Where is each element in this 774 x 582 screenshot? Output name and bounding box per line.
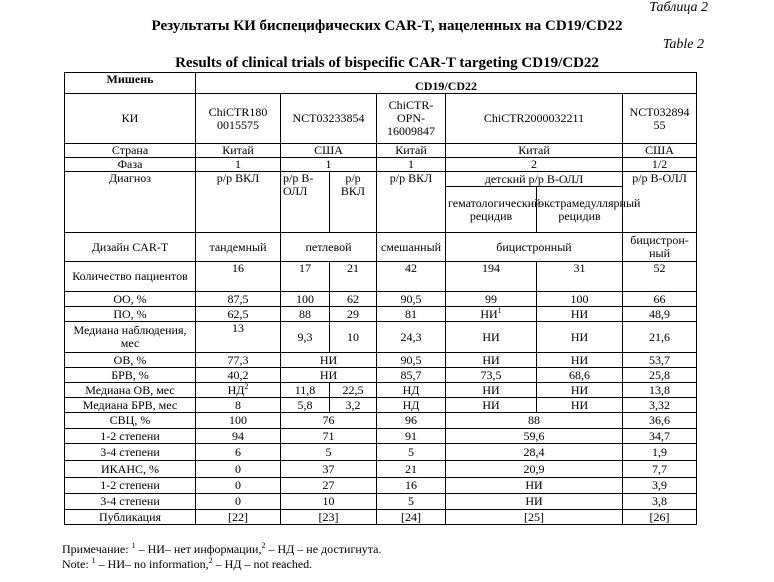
value-cell: 0 [196, 494, 281, 510]
value-cell: 34,7 [623, 429, 697, 444]
value-cell: 20,9 [446, 461, 623, 478]
value-cell: 3,9 [623, 478, 697, 494]
value-cell: НИ [537, 322, 623, 353]
value-cell: 5,8 [281, 398, 330, 413]
value-cell: НИ [446, 494, 623, 510]
value-cell: НИ [281, 353, 377, 368]
table-row [65, 510, 697, 525]
value-cell: 59,6 [446, 429, 623, 444]
diagnosis-cell: р/р В-ОЛЛ [281, 172, 330, 233]
design-cell: бицистронный [446, 233, 623, 262]
os-label: ОВ, % [65, 353, 196, 368]
value-cell: 40,2 [196, 368, 281, 383]
median-followup-label: Медиана наблюдения, мес [65, 322, 196, 353]
value-cell: 52 [623, 262, 697, 292]
value-cell: 99 [446, 292, 537, 307]
value-cell: 88 [446, 413, 623, 429]
value-text: НД [227, 382, 245, 397]
table-row [65, 233, 697, 262]
footnote-marker: 2 [261, 541, 266, 550]
icans-grade34-label: 3-4 степени [65, 494, 196, 510]
value-cell: 5 [281, 444, 377, 461]
table-row [65, 94, 697, 144]
phase-cell: 1 [377, 158, 446, 172]
table-row [65, 383, 697, 398]
trial-id: NCT03233854 [281, 94, 377, 144]
trial-id: ChiCTR2000032211 [446, 94, 623, 144]
value-cell: 87,5 [196, 292, 281, 307]
value-cell: 7,7 [623, 461, 697, 478]
trial-id: ChiCTR-OPN-16009847 [377, 94, 446, 144]
value-cell: 9,3 [281, 322, 330, 353]
value-cell: 6 [196, 444, 281, 461]
value-cell: 90,5 [377, 353, 446, 368]
trial-label: КИ [65, 94, 196, 144]
table-row [65, 444, 697, 461]
reference-cell: [25] [446, 510, 623, 525]
footnote-marker: 1 [91, 556, 96, 565]
footnote-marker: 2 [208, 556, 213, 565]
note-ru [62, 542, 382, 556]
value-cell: 21 [377, 461, 446, 478]
value-cell: 21,6 [623, 322, 697, 353]
value-cell: 42 [377, 262, 446, 292]
publication-label: Публикация [65, 510, 196, 525]
pr-label: ПО, % [65, 307, 196, 322]
value-cell: 0 [196, 461, 281, 478]
phase-cell: 2 [446, 158, 623, 172]
table-row [65, 398, 697, 413]
value-cell: 0 [196, 478, 281, 494]
diagnosis-subcell: экстрамедуллярный рецидив [537, 187, 623, 233]
value-cell: 3,32 [623, 398, 697, 413]
table-row [65, 368, 697, 383]
value-cell: 85,7 [377, 368, 446, 383]
table-row [65, 322, 697, 353]
value-cell: 13,8 [623, 383, 697, 398]
value-cell: НД [377, 383, 446, 398]
design-label: Дизайн CAR-T [65, 233, 196, 262]
country-cell: Китай [196, 144, 281, 158]
note-en-text1: – НИ– no information, [95, 557, 209, 571]
diagnosis-label: Диагноз [65, 172, 196, 233]
diagnosis-cell: р/р ВКЛ [330, 172, 377, 233]
diagnosis-cell: р/р В-ОЛЛ [623, 172, 697, 233]
trial-id: ChiCTR180 0015575 [196, 94, 281, 144]
table-tag-ru: Таблица 2 [649, 0, 708, 15]
reference-cell: [26] [623, 510, 697, 525]
value-cell [446, 307, 537, 322]
table-row [65, 413, 697, 429]
value-cell: 90,5 [377, 292, 446, 307]
note-ru-prefix: Примечание: [62, 542, 132, 556]
icans-grade12-label: 1-2 степени [65, 478, 196, 494]
trial-id: NCT032894 55 [623, 94, 697, 144]
value-cell: 36,6 [623, 413, 697, 429]
design-cell: смешанный [377, 233, 446, 262]
note-en [62, 557, 312, 571]
value-cell: 48,9 [623, 307, 697, 322]
value-cell: 24,3 [377, 322, 446, 353]
footnote-marker: 1 [131, 541, 136, 550]
value-cell: НИ [537, 383, 623, 398]
value-cell: 73,5 [446, 368, 537, 383]
value-cell: 11,8 [281, 383, 330, 398]
value-cell: 91 [377, 429, 446, 444]
diagnosis-cell: детский р/р В-ОЛЛ [446, 172, 623, 187]
design-cell: бицистрон-ный [623, 233, 697, 262]
table-row [65, 158, 697, 172]
table-row [65, 73, 697, 94]
or-label: ОО, % [65, 292, 196, 307]
value-cell: 1,9 [623, 444, 697, 461]
value-cell: 68,6 [537, 368, 623, 383]
table-row [65, 292, 697, 307]
value-text: НИ [480, 306, 498, 321]
value-cell: 76 [281, 413, 377, 429]
table-row [65, 262, 697, 292]
value-cell: 71 [281, 429, 377, 444]
value-cell: 28,4 [446, 444, 623, 461]
reference-cell: [23] [281, 510, 377, 525]
value-cell: 62,5 [196, 307, 281, 322]
design-cell: петлевой [281, 233, 377, 262]
country-cell: Китай [446, 144, 623, 158]
value-cell: НИ [446, 478, 623, 494]
table-title-en: Results of clinical trials of bispecific CAR-T targeting CD19/CD22 [175, 55, 599, 71]
footnote-marker: 2 [244, 381, 249, 391]
value-cell: 100 [281, 292, 330, 307]
value-cell: НИ [537, 398, 623, 413]
value-cell [196, 383, 281, 398]
country-cell: Китай [377, 144, 446, 158]
value-cell: НИ [446, 322, 537, 353]
value-cell: 21 [330, 262, 377, 292]
note-en-prefix: Note: [62, 557, 92, 571]
country-cell: США [281, 144, 377, 158]
diagnosis-cell: р/р ВКЛ [377, 172, 446, 233]
value-cell: 194 [446, 262, 537, 292]
note-ru-text1: – НИ– нет информации, [135, 542, 262, 556]
crs-grade34-label: 3-4 степени [65, 444, 196, 461]
value-cell: 62 [330, 292, 377, 307]
value-cell: 31 [537, 262, 623, 292]
table-row [65, 494, 697, 510]
table-tag-en: Table 2 [662, 37, 704, 52]
diagnosis-cell: р/р ВКЛ [196, 172, 281, 233]
value-cell: 77,3 [196, 353, 281, 368]
phase-cell: 1/2 [623, 158, 697, 172]
value-cell: 10 [330, 322, 377, 353]
value-cell: 16 [377, 478, 446, 494]
table-row [65, 172, 697, 187]
value-cell: 81 [377, 307, 446, 322]
footnote-marker: 1 [497, 305, 502, 315]
value-cell: 3,2 [330, 398, 377, 413]
table-row [65, 144, 697, 158]
country-label: Страна [65, 144, 196, 158]
crs-grade12-label: 1-2 степени [65, 429, 196, 444]
table-row [65, 478, 697, 494]
target-value: CD19/CD22 [196, 73, 697, 94]
table-row [65, 307, 697, 322]
value-cell: 25,8 [623, 368, 697, 383]
table-row [65, 429, 697, 444]
value-cell: 94 [196, 429, 281, 444]
value-cell: 100 [537, 292, 623, 307]
median-pfs-label: Медиана БРВ, мес [65, 398, 196, 413]
design-cell: тандемный [196, 233, 281, 262]
value-cell: 16 [196, 262, 281, 292]
table-title-ru: Результаты КИ биспецифических CAR-T, нацеленных на CD19/CD22 [151, 18, 623, 34]
reference-cell: [24] [377, 510, 446, 525]
value-cell: 5 [377, 444, 446, 461]
phase-cell: 1 [196, 158, 281, 172]
value-cell: НИ [446, 383, 537, 398]
value-cell: НИ [446, 353, 537, 368]
table-row [65, 461, 697, 478]
phase-cell: 1 [281, 158, 377, 172]
value-cell: НД [377, 398, 446, 413]
patients-label: Количество пациентов [65, 262, 196, 292]
country-cell: США [623, 144, 697, 158]
crs-label: СВЦ, % [65, 413, 196, 429]
target-label: Мишень [65, 73, 196, 94]
value-cell: 5 [377, 494, 446, 510]
value-cell: 96 [377, 413, 446, 429]
value-cell: 3,8 [623, 494, 697, 510]
value-cell: 29 [330, 307, 377, 322]
value-cell: 37 [281, 461, 377, 478]
value-cell: 66 [623, 292, 697, 307]
note-ru-text2: – НД – не достигнута. [265, 542, 382, 556]
value-cell: НИ [446, 398, 537, 413]
value-cell: 27 [281, 478, 377, 494]
median-os-label: Медиана ОВ, мес [65, 383, 196, 398]
value-cell: НИ [537, 353, 623, 368]
value-cell: 22,5 [330, 383, 377, 398]
value-cell: 13 [196, 322, 281, 353]
table-row [65, 353, 697, 368]
phase-label: Фаза [65, 158, 196, 172]
value-cell: 10 [281, 494, 377, 510]
icans-label: ИКАНС, % [65, 461, 196, 478]
value-cell: 17 [281, 262, 330, 292]
note-en-text2: – НД – not reached. [212, 557, 313, 571]
value-cell: 8 [196, 398, 281, 413]
value-cell: 88 [281, 307, 330, 322]
reference-cell: [22] [196, 510, 281, 525]
diagnosis-subcell: гематологический рецидив [446, 187, 537, 233]
value-cell: НИ [537, 307, 623, 322]
results-table [64, 72, 697, 525]
value-cell: 100 [196, 413, 281, 429]
pfs-label: БРВ, % [65, 368, 196, 383]
value-cell: НИ [281, 368, 377, 383]
value-cell: 53,7 [623, 353, 697, 368]
